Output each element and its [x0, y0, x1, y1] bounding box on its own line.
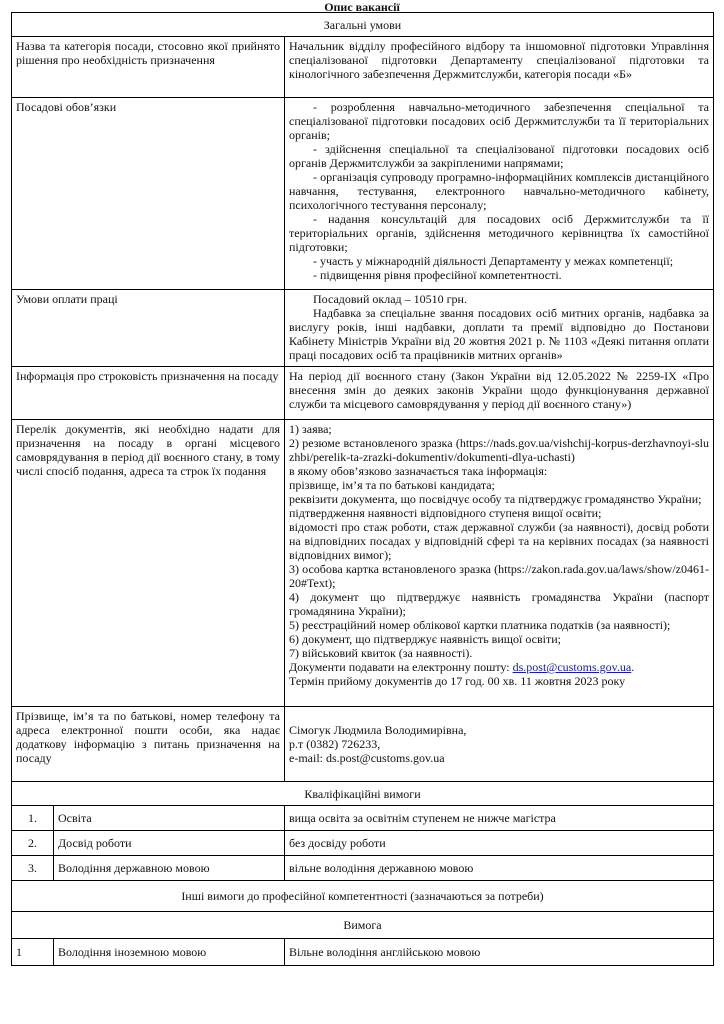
position-label: Назва та категорія посади, стосовно якої прийнято рішення про необхідність призначення: [12, 37, 285, 98]
row-duties: [12, 98, 714, 290]
qualification-row: [12, 831, 714, 856]
position-value: Начальник відділу професійного відбору та іншомовної підготовки Управління спеціалізованої підготовки Департаменту спеціалізованої підготовки та кінологічного забезпечення Держмитслужби, категорія посади «Б»: [285, 37, 714, 98]
qual-num: 3.: [12, 856, 54, 881]
qual-label: Досвід роботи: [54, 831, 285, 856]
qual-label: Освіта: [54, 806, 285, 831]
salary-label: Умови оплати праці: [12, 290, 285, 367]
qual-value: вільне володіння державною мовою: [285, 856, 714, 881]
doc-line: реквізити документа, що посвідчує особу та підтверджує громадянство України;: [289, 492, 702, 506]
doc-line: в якому обов’язково зазначається така інформація:: [289, 464, 548, 478]
contact-label: Прізвище, ім’я та по батькові, номер телефону та адреса електронної пошти особи, яка надає додаткову інформацію з питань призначення на посаду: [12, 707, 285, 782]
qual-num: 2.: [12, 831, 54, 856]
section-row-qualification: [12, 782, 714, 806]
other-label: Володіння іноземною мовою: [54, 939, 285, 966]
duty-item: - участь у міжнародній діяльності Департаменту у межах компетенції;: [313, 254, 674, 268]
duty-item: - надання консультацій для посадових осіб Держмитслужби та її територіальних органів, здійснення методичного керівництва їх самостійної підготовки;: [289, 212, 709, 254]
doc-line: 3) особова картка встановленого зразка (https://zakon.rada.gov.ua/laws/show/z0461-20#Text);: [289, 562, 709, 590]
doc-line: 6) документ, що підтверджує наявність вищої освіти;: [289, 632, 561, 646]
doc-line: 7) військовий квиток (за наявності).: [289, 646, 473, 660]
page-title: Опис вакансії: [324, 0, 400, 14]
row-salary: [12, 290, 714, 367]
doc-line: 5) реєстраційний номер облікової картки платника податків (за наявності);: [289, 618, 671, 632]
row-contact: [12, 707, 714, 782]
duty-item: - здійснення спеціальної та спеціалізованої підготовки посадових осіб органів Держмитслужби за закріпленими напрямами;: [289, 142, 709, 170]
documents-label: Перелік документів, які необхідно надати для призначення на посаду в органі місцевого самоврядування в період дії воєнного стану, в тому числі спосіб подання, адреса та строк їх подання: [12, 420, 285, 707]
row-documents: [12, 420, 714, 707]
qualification-row: [12, 806, 714, 831]
doc-line: 4) документ що підтверджує наявність громадянства України (паспорт громадянина України);: [289, 590, 709, 618]
section-row-other: [12, 881, 714, 912]
other-requirement-row: [12, 939, 714, 966]
doc-line: прізвище, ім’я та по батькові кандидата;: [289, 478, 495, 492]
contact-phone: р.т (0382) 726233,: [289, 737, 381, 751]
row-term: [12, 367, 714, 420]
other-num: 1: [12, 939, 54, 966]
section-general: Загальні умови: [12, 13, 714, 37]
contact-email: e-mail: ds.post@customs.gov.ua: [289, 751, 445, 765]
section-requirement: Вимога: [12, 912, 714, 939]
qual-num: 1.: [12, 806, 54, 831]
section-row-requirement: [12, 912, 714, 939]
duties-value: [285, 98, 714, 290]
doc-deadline: Термін прийому документів до 17 год. 00 хв. 11 жовтня 2023 року: [289, 674, 626, 688]
email-prefix: Документи подавати на електронну пошту:: [289, 660, 513, 674]
doc-line: підтвердження наявності відповідного ступеня вищої освіти;: [289, 506, 602, 520]
duties-label: Посадові обов’язки: [12, 98, 285, 290]
term-value: На період дії воєнного стану (Закон України від 12.05.2022 № 2259-ІХ «Про внесення змін до деяких законів України щодо функціонування державної служби та місцевого самоврядування у період дії воєнного стану»): [285, 367, 714, 420]
term-label: Інформація про строковість призначення на посаду: [12, 367, 285, 420]
salary-value: [285, 290, 714, 367]
doc-email-line: [289, 660, 709, 674]
duty-item: - розроблення навчально-методичного забезпечення спеціальної та спеціалізованої підготовки посадових осіб Держмитслужби та її територіальних органів;: [289, 100, 709, 142]
email-link[interactable]: ds.post@customs.gov.ua: [512, 660, 632, 674]
doc-line: 2) резюме встановленого зразка (https://nads.gov.ua/vishchij-korpus-derzhavnoyi-sluzhbi/perelik-ta-zrazki-dokumentiv/dokumenti-dlya-uchasti): [289, 436, 709, 464]
contact-value: [285, 707, 714, 782]
email-suffix: .: [631, 660, 635, 674]
qualification-row: [12, 856, 714, 881]
salary-bonuses: Надбавка за спеціальне звання посадових осіб митних органів, надбавка за вислугу років, інші надбавки, доплати та премії відповідно до Постанови Кабінету Міністрів України від 20 жовтня 2021 р. № 1103 «Деякі питання оплати праці посадових осіб та працівників митних органів»: [289, 306, 709, 362]
section-other: Інші вимоги до професійної компетентності (зазначаються за потреби): [12, 881, 714, 912]
qual-label: Володіння державною мовою: [54, 856, 285, 881]
row-position: [12, 37, 714, 98]
vacancy-table: [11, 12, 714, 966]
other-value: Вільне володіння англійською мовою: [285, 939, 714, 966]
qual-value: вища освіта за освітнім ступенем не нижче магістра: [285, 806, 714, 831]
qual-value: без досвіду роботи: [285, 831, 714, 856]
section-qualification: Кваліфікаційні вимоги: [12, 782, 714, 806]
doc-line: відомості про стаж роботи, стаж державної служби (за наявності), досвід роботи на відповідних посадах у відповідній сфері та на керівних посадах (за наявності відповідних вимог);: [289, 520, 709, 562]
contact-name: Сімогук Людмила Володимирівна,: [289, 723, 467, 737]
section-row-general: [12, 13, 714, 37]
duty-item: - організація супроводу програмно-інформаційних комплексів дистанційного навчання, тестування, електронного навчально-методичного кабінету, психологічного тестування персоналу;: [289, 170, 709, 212]
doc-line: 1) заява;: [289, 422, 332, 436]
documents-value: [285, 420, 714, 707]
salary-base: Посадовий оклад – 10510 грн.: [313, 292, 467, 306]
duty-item: - підвищення рівня професійної компетентності.: [313, 268, 562, 282]
